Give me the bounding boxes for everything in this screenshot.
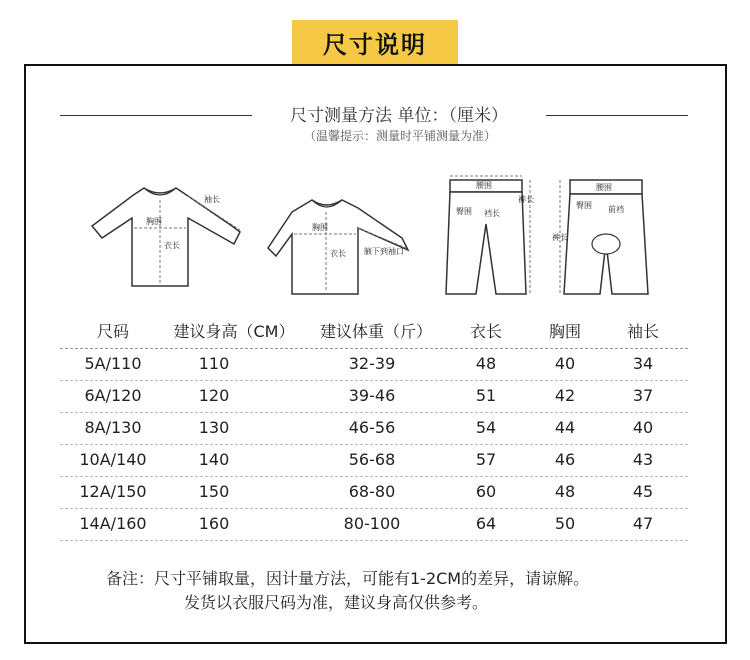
waist-label: 腰围	[596, 183, 612, 192]
cell-size: 8A/130	[84, 418, 142, 437]
cell-weight: 56-68	[348, 450, 396, 469]
cell-height: 120	[198, 386, 230, 405]
cell-size: 14A/160	[79, 514, 147, 533]
hip-label: 臀围	[576, 201, 592, 210]
top-front-diagram	[84, 168, 254, 298]
table-row	[60, 380, 688, 413]
cell-chest: 46	[554, 450, 576, 469]
cell-length: 54	[475, 418, 497, 437]
header-size: 尺码	[96, 322, 129, 341]
pants-length-label: 裤长	[518, 195, 534, 204]
cell-length: 48	[475, 354, 497, 373]
remark-line-2: 发货以衣服尺码为准，建议身高仅供参考。	[184, 593, 489, 612]
cell-chest: 42	[554, 386, 576, 405]
table-row	[60, 412, 688, 445]
size-table-header	[60, 316, 688, 349]
cell-height: 110	[198, 354, 230, 373]
pants-length-label: 裤长	[552, 233, 568, 242]
cell-weight: 46-56	[348, 418, 396, 437]
cell-sleeve: 37	[632, 386, 654, 405]
underarm-to-cuff-label: 腋下到袖口	[364, 247, 404, 256]
waist-label: 腰围	[476, 181, 492, 190]
cell-chest: 40	[554, 354, 576, 373]
rise-label: 裆长	[484, 209, 500, 218]
cell-chest: 48	[554, 482, 576, 501]
cell-sleeve: 40	[632, 418, 654, 437]
divider-right	[546, 115, 688, 116]
cell-size: 10A/140	[79, 450, 147, 469]
cell-weight: 32-39	[348, 354, 396, 373]
cell-sleeve: 45	[632, 482, 654, 501]
header-chest: 胸围	[548, 322, 581, 341]
cell-length: 57	[475, 450, 497, 469]
cell-size: 6A/120	[84, 386, 142, 405]
cell-chest: 44	[554, 418, 576, 437]
header-sleeve: 袖长	[626, 322, 659, 341]
cell-sleeve: 43	[632, 450, 654, 469]
table-row	[60, 476, 688, 509]
cell-length: 64	[475, 514, 497, 533]
pants-side-diagram	[552, 172, 662, 302]
cell-sleeve: 47	[632, 514, 654, 533]
pants-front-diagram	[438, 172, 538, 302]
length-label: 衣长	[330, 249, 346, 258]
cell-height: 130	[198, 418, 230, 437]
measurement-tip: （温馨提示：测量时平铺测量为准）	[303, 129, 496, 143]
cell-weight: 80-100	[343, 514, 401, 533]
cell-size: 12A/150	[79, 482, 147, 501]
hip-label: 臀围	[456, 207, 472, 216]
cell-weight: 68-80	[348, 482, 396, 501]
cell-sleeve: 34	[632, 354, 654, 373]
cell-length: 51	[475, 386, 497, 405]
header-height: 建议身高（CM）	[173, 322, 295, 341]
chest-label: 胸围	[146, 217, 162, 226]
chest-label: 胸围	[312, 223, 328, 232]
cell-height: 150	[198, 482, 230, 501]
header-weight: 建议体重（斤）	[319, 322, 432, 341]
divider-left	[60, 115, 252, 116]
cell-height: 140	[198, 450, 230, 469]
cell-height: 160	[198, 514, 230, 533]
remark-line-1: 备注：尺寸平铺取量，因计量方法，可能有1-2CM的差异，请谅解。	[106, 569, 590, 588]
header-length: 衣长	[469, 322, 502, 341]
front-rise-label: 前裆	[608, 205, 624, 214]
cell-size: 5A/110	[84, 354, 142, 373]
measurement-method-title: 尺寸测量方法 单位：（厘米）	[290, 106, 508, 126]
cell-length: 60	[475, 482, 497, 501]
table-row	[60, 444, 688, 477]
top-side-diagram	[262, 178, 422, 308]
length-label: 衣长	[164, 241, 180, 250]
cell-chest: 50	[554, 514, 576, 533]
sleeve-label: 袖长	[204, 195, 220, 204]
table-row	[60, 348, 688, 381]
cell-weight: 39-46	[348, 386, 396, 405]
table-row	[60, 508, 688, 541]
page-title: 尺寸说明	[292, 20, 458, 64]
